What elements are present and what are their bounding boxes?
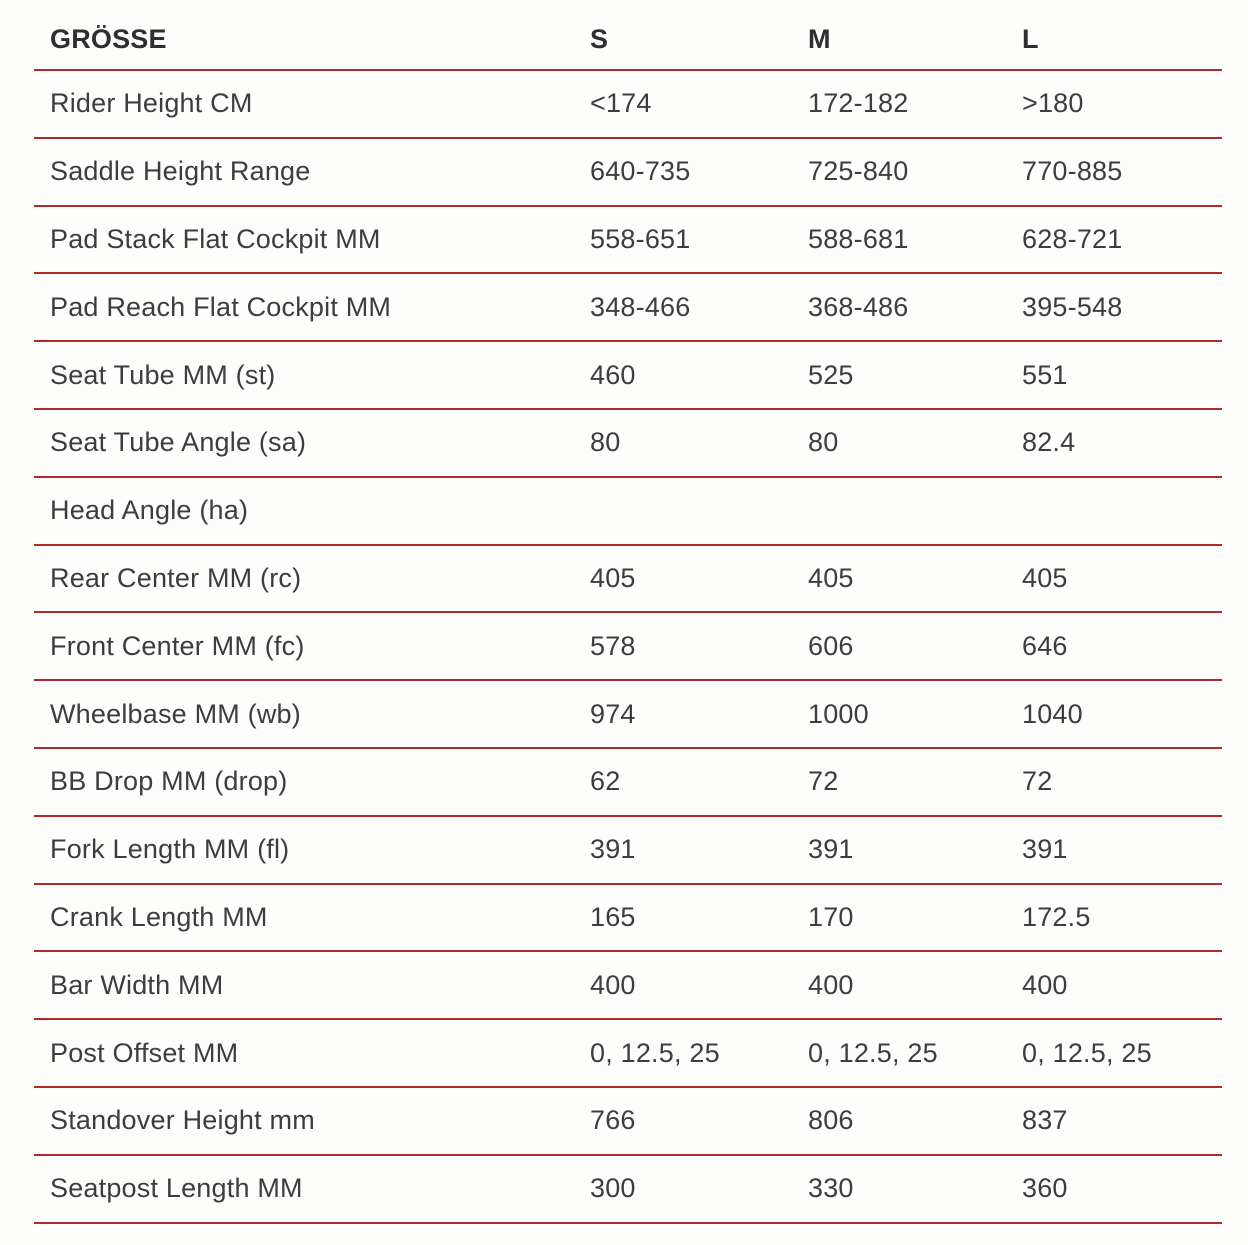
- spec-value-cell-s: 62: [590, 766, 621, 797]
- spec-value-cell-s: 348-466: [590, 291, 691, 322]
- spec-value-cell-l: 628-721: [1022, 223, 1123, 254]
- table-row: [34, 409, 1222, 477]
- spec-value-cell-l: 405: [1022, 562, 1068, 593]
- spec-value-cell-l: 395-548: [1022, 291, 1123, 322]
- spec-value-cell-s: 300: [590, 1173, 636, 1204]
- table-row: [34, 206, 1222, 274]
- table-row: [34, 748, 1222, 816]
- spec-value-cell-m: 368-486: [808, 291, 909, 322]
- table-row: [34, 1155, 1222, 1223]
- spec-value-cell-m: 405: [808, 562, 854, 593]
- spec-value-cell-l: 172.5: [1022, 901, 1091, 932]
- header-size-s: S: [590, 24, 609, 54]
- spec-value-cell-l: 391: [1022, 834, 1068, 865]
- spec-value-cell-l: >180: [1022, 88, 1084, 119]
- spec-label-cell: Bar Width MM: [50, 969, 224, 1000]
- spec-value-cell-s: 0, 12.5, 25: [590, 1037, 720, 1068]
- spec-value-cell-m: [808, 477, 1022, 545]
- spec-value-cell-l: 646: [1022, 630, 1068, 661]
- spec-value-cell-m: 588-681: [808, 223, 909, 254]
- geometry-table-body: [34, 70, 1222, 1223]
- spec-value-cell-l: 72: [1022, 766, 1053, 797]
- spec-value-cell-s: 640-735: [590, 156, 691, 187]
- spec-value-cell-m: 0, 12.5, 25: [808, 1037, 938, 1068]
- spec-label-cell: Pad Reach Flat Cockpit MM: [50, 291, 392, 322]
- table-row: [34, 1087, 1222, 1155]
- spec-value-cell-m: 806: [808, 1105, 854, 1136]
- spec-label-cell: Saddle Height Range: [50, 156, 311, 187]
- spec-value-cell-s: 578: [590, 630, 636, 661]
- spec-value-cell-s: [590, 477, 808, 545]
- spec-value-cell-m: 391: [808, 834, 854, 865]
- spec-label-cell: BB Drop MM (drop): [50, 766, 288, 797]
- table-row: [34, 951, 1222, 1019]
- table-row: [34, 612, 1222, 680]
- spec-value-cell-s: 391: [590, 834, 636, 865]
- table-row: [34, 341, 1222, 409]
- spec-value-cell-s: 558-651: [590, 223, 691, 254]
- spec-value-cell-m: 400: [808, 969, 854, 1000]
- spec-value-cell-l: 400: [1022, 969, 1068, 1000]
- spec-value-cell-m: 606: [808, 630, 854, 661]
- header-size-m: M: [808, 24, 831, 54]
- spec-label-cell: Pad Stack Flat Cockpit MM: [50, 223, 381, 254]
- spec-value-cell-l: 1040: [1022, 698, 1083, 729]
- table-row: [34, 70, 1222, 138]
- spec-value-cell-s: 165: [590, 901, 636, 932]
- table-row: [34, 138, 1222, 206]
- spec-label-cell: Standover Height mm: [50, 1105, 315, 1136]
- table-row: [34, 545, 1222, 613]
- spec-value-cell-l: 360: [1022, 1173, 1068, 1204]
- spec-value-cell-m: 72: [808, 766, 839, 797]
- spec-value-cell-m: 330: [808, 1173, 854, 1204]
- table-row: [34, 884, 1222, 952]
- spec-value-cell-s: 405: [590, 562, 636, 593]
- spec-value-cell-m: 725-840: [808, 156, 909, 187]
- geometry-table-header: [34, 0, 1222, 70]
- spec-label-cell: Rear Center MM (rc): [50, 562, 302, 593]
- table-row: [34, 1019, 1222, 1087]
- table-row: [34, 816, 1222, 884]
- spec-label-cell: Seat Tube MM (st): [50, 359, 276, 390]
- spec-label-cell: Rider Height CM: [50, 88, 253, 119]
- header-size-l: L: [1022, 24, 1039, 54]
- spec-value-cell-s: 80: [590, 427, 621, 458]
- table-row: [34, 680, 1222, 748]
- spec-value-cell-l: 837: [1022, 1105, 1068, 1136]
- spec-value-cell-l: 82.4: [1022, 427, 1076, 458]
- spec-value-cell-m: 525: [808, 359, 854, 390]
- spec-label-cell: Post Offset MM: [50, 1037, 239, 1068]
- spec-value-cell-m: 1000: [808, 698, 869, 729]
- spec-label-cell: Front Center MM (fc): [50, 630, 305, 661]
- spec-value-cell-l: 770-885: [1022, 156, 1123, 187]
- geometry-table-container: [34, 0, 1222, 1224]
- header-row: [34, 0, 1222, 70]
- spec-label-cell: Head Angle (ha): [50, 495, 249, 526]
- spec-label-cell: Wheelbase MM (wb): [50, 698, 301, 729]
- spec-value-cell-m: 172-182: [808, 88, 909, 119]
- table-row: [34, 273, 1222, 341]
- spec-value-cell-m: 80: [808, 427, 839, 458]
- spec-label-cell: Seat Tube Angle (sa): [50, 427, 307, 458]
- spec-label-cell: Crank Length MM: [50, 901, 268, 932]
- spec-value-cell-s: 974: [590, 698, 636, 729]
- geometry-table: [34, 0, 1222, 1224]
- spec-value-cell-s: 460: [590, 359, 636, 390]
- spec-value-cell-s: <174: [590, 88, 652, 119]
- table-row: [34, 477, 1222, 545]
- spec-value-cell-l: 551: [1022, 359, 1068, 390]
- spec-label-cell: Fork Length MM (fl): [50, 834, 290, 865]
- spec-value-cell-l: 0, 12.5, 25: [1022, 1037, 1152, 1068]
- spec-value-cell-s: 766: [590, 1105, 636, 1136]
- spec-value-cell-m: 170: [808, 901, 854, 932]
- header-size-label: GRÖSSE: [50, 24, 167, 54]
- spec-value-cell-l: [1022, 477, 1222, 545]
- spec-value-cell-s: 400: [590, 969, 636, 1000]
- spec-label-cell: Seatpost Length MM: [50, 1173, 303, 1204]
